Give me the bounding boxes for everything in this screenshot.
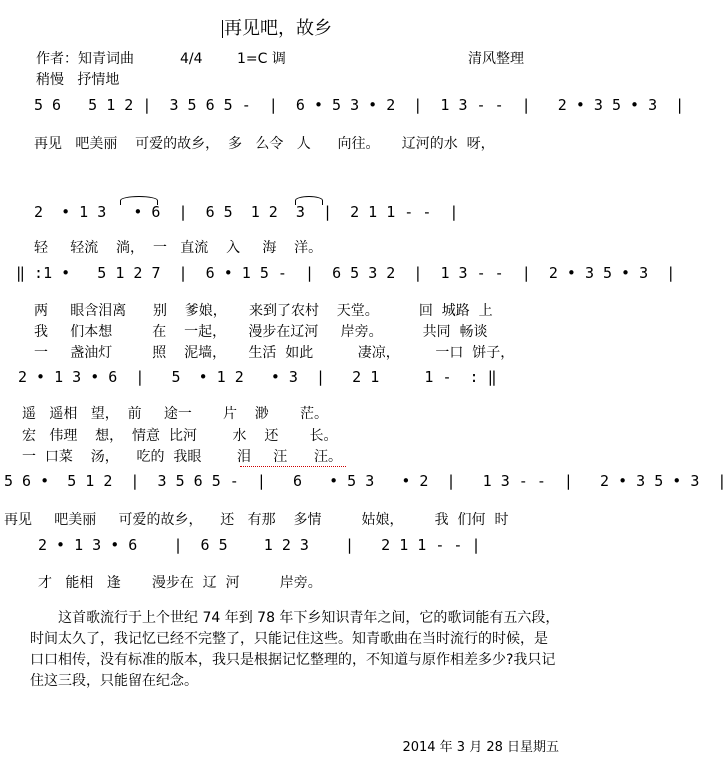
notation-line-5: 5 6 • 5 1 2 | 3 5 6 5 - | 6 • 5 3 • 2 | 1 3 - - | 2 • 3 5 • 3 | [4,472,726,490]
lyrics-line-4a: 遥 遥相 望， 前 途一 片 渺 茫。 [22,406,328,422]
lyrics-line-4c: 一 口菜 汤， 吃的 我眼 泪 汪 汪。 [22,449,342,465]
notation-line-6: 2 • 1 3 • 6 | 6 5 1 2 3 | 2 1 1 - - | [38,536,481,554]
notation-line-1: 5 6 5 1 2 | 3 5 6 5 - | 6 • 5 3 • 2 | 1 3 - - | 2 • 3 5 • 3 | [34,96,685,114]
notation-line-2: 2 • 1 3 • 6 | 6 5 1 2 3 | 2 1 1 - - | [34,203,459,221]
lyrics-line-3a: 两 眼含泪离 别 爹娘， 来到了农村 天堂。 回 城路 上 [34,303,493,319]
key-signature: 1=C 调 [237,51,286,67]
notation-line-4: 2 • 1 3 • 6 | 5 • 1 2 • 3 | 2 1 1 - : ‖ [18,368,497,386]
notation-line-3: ‖ :1 • 5 1 2 7 | 6 • 1 5 - | 6 5 3 2 | 1 3 - - | 2 • 3 5 • 3 | [16,264,676,282]
arranger-credit: 清风整理 [468,51,524,67]
grammar-underline [240,464,346,467]
lyrics-line-6: 才 能相 逢 漫步在 辽 河 岸旁。 [38,575,322,591]
lyrics-line-5: 再见 吧美丽 可爱的故乡， 还 有那 多情 姑娘， 我 们何 时 [4,512,509,528]
lyrics-line-4b: 宏 伟理 想， 情意 比河 水 还 长。 [22,428,338,444]
time-signature: 4/4 [180,51,203,67]
tempo-marking: 稍慢 抒情地 [36,72,120,88]
lyrics-line-1: 再见 吧美丽 可爱的故乡， 多 么令 人 向往。 辽河的水 呀， [34,136,495,152]
song-title: 再见吧，故乡 [224,18,332,39]
lyrics-line-3b: 我 们本想 在 一起， 漫步在辽河 岸旁。 共同 畅谈 [34,324,488,340]
lyrics-line-3c: 一 盏油灯 照 泥墙， 生活 如此 凄凉， 一口 饼子， [34,345,515,361]
explanatory-note: 这首歌流行于上个世纪 74 年到 78 年下乡知识青年之间，它的歌词能有五六段，时间太久了，我记忆已经不完整了，只能记住这些。知青歌曲在当时流行的时候，是口口相传，没有标准的版本，我只是根据记忆整理的，不知道与原作相差多少?我只记住这三段，只能留在纪念。 [30,610,560,689]
lyrics-line-2: 轻 轻流 淌， 一 直流 入 海 洋。 [34,240,323,256]
author-credit: 作者：知青词曲 [36,51,134,67]
document-date: 2014 年 3 月 28 日星期五 [402,740,559,755]
